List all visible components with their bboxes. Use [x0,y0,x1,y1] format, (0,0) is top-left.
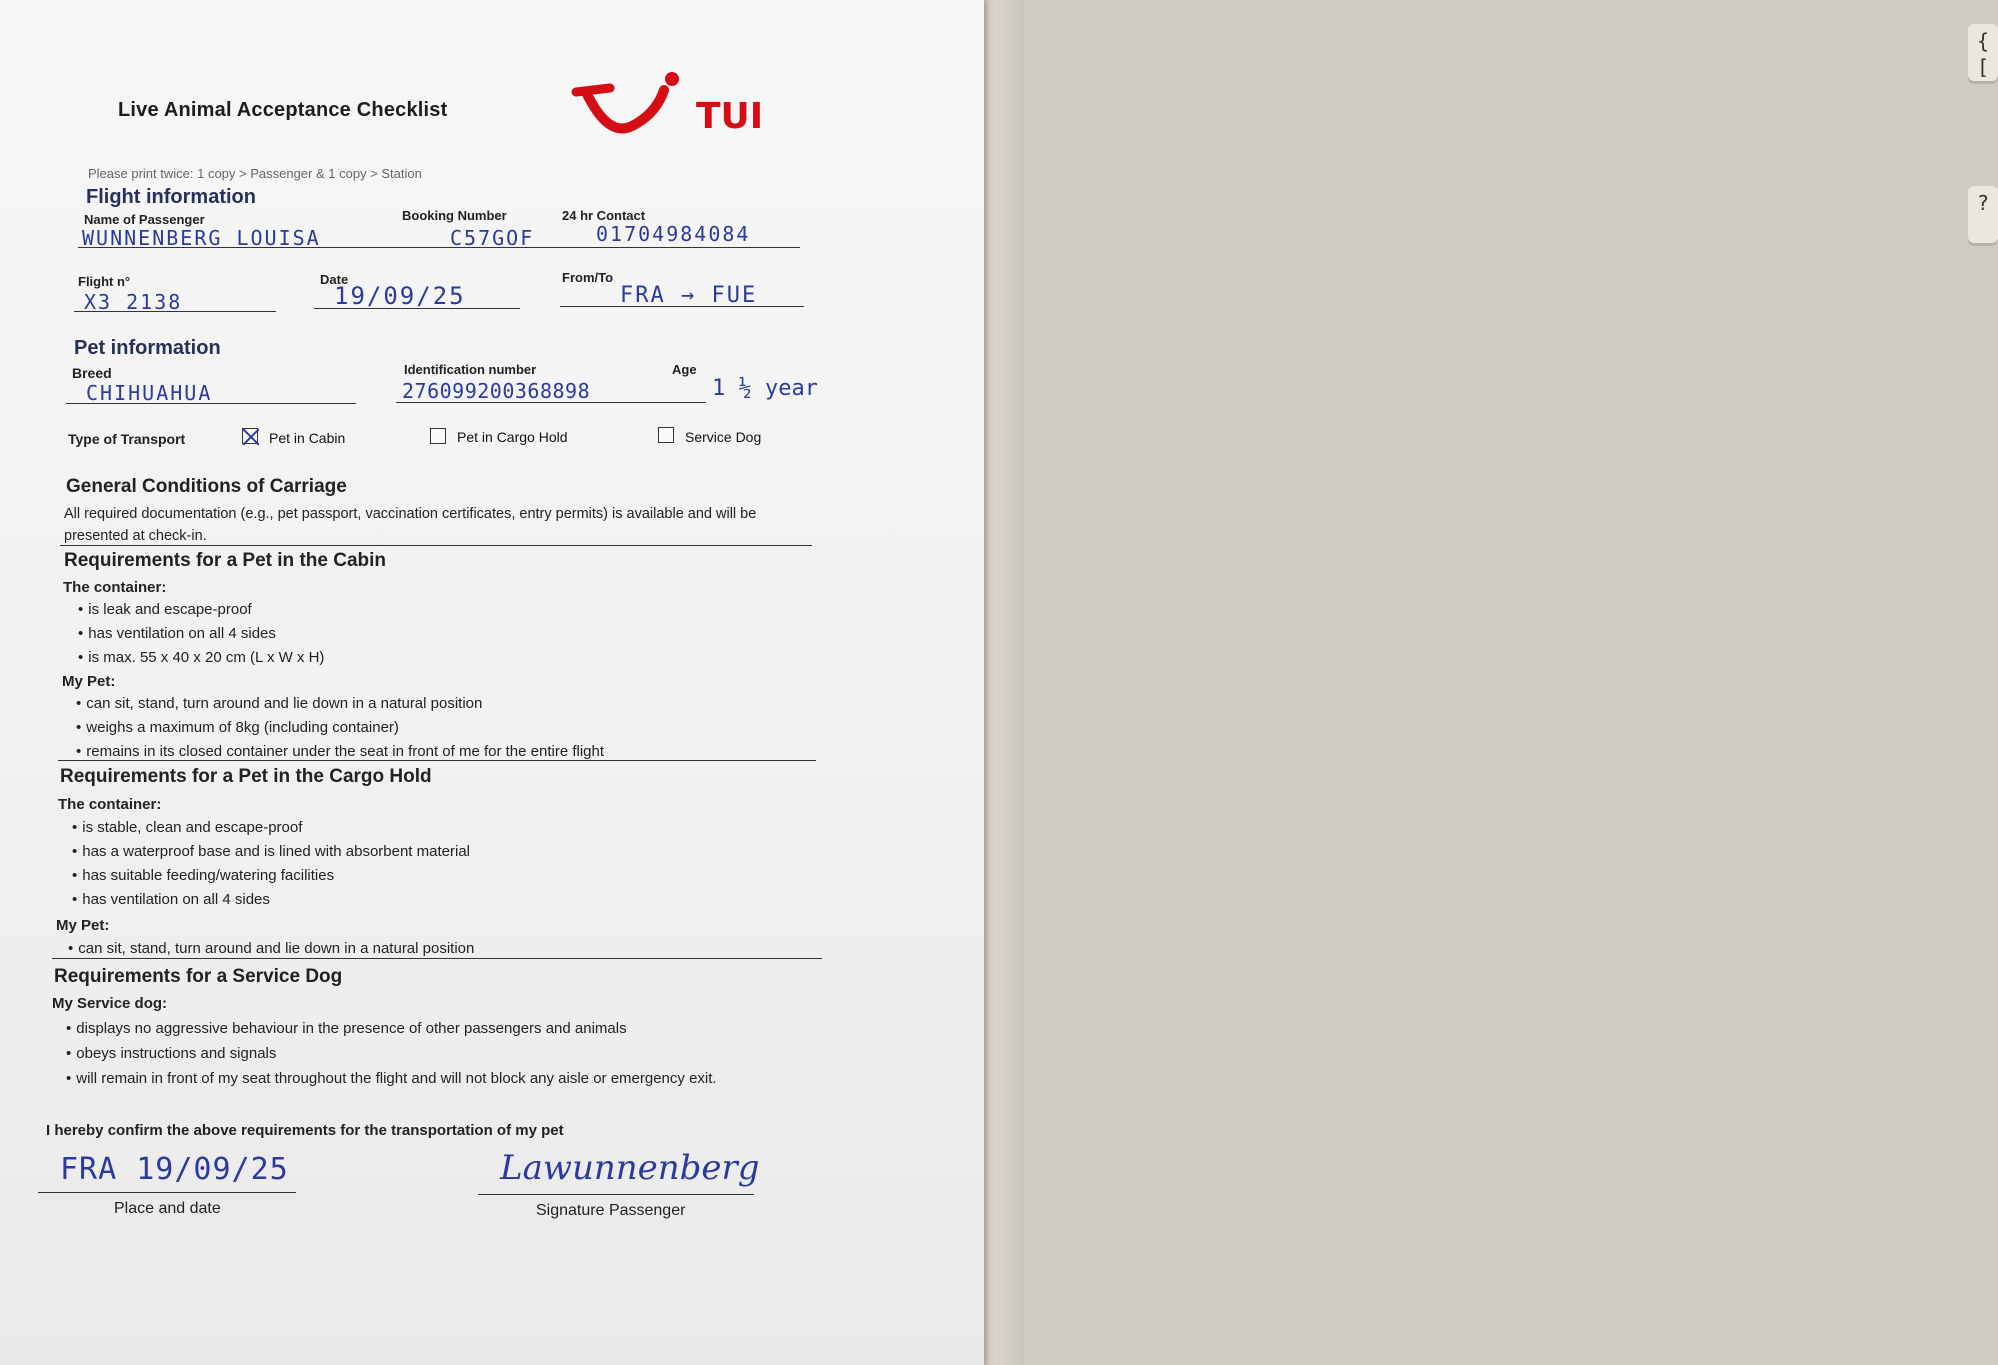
flight-number-line [74,311,276,312]
route-line [560,306,804,307]
list-item: • is stable, clean and escape-proof [72,816,470,840]
list-item: • can sit, stand, turn around and lie down in a natural position [68,937,474,961]
service-dog-label-heading: My Service dog: [52,995,168,1012]
contact-value[interactable]: 01704984084 [596,222,751,246]
date-label: Date [320,272,349,287]
service-dog-label: Service Dog [685,429,762,445]
passenger-value[interactable]: WUNNENBERG LOUISA [82,226,321,250]
general-conditions-line1: All required documentation (e.g., pet passport, vaccination certificates, entry permits) is available and will be [64,506,757,522]
pet-in-cargo-checkbox[interactable] [430,428,446,444]
route-value[interactable]: FRA → FUE [620,283,758,308]
list-item: • has ventilation on all 4 sides [78,622,324,646]
breed-value[interactable]: CHIHUAHUA [86,381,213,405]
cargo-container-label: The container: [58,796,162,813]
place-date-label: Place and date [114,1200,221,1217]
form-title: Live Animal Acceptance Checklist [118,99,448,121]
breed-line [66,403,356,404]
pet-in-cabin-checkbox[interactable] [242,428,258,444]
id-number-line [396,402,706,403]
cabin-requirements-heading: Requirements for a Pet in the Cabin [64,550,386,571]
id-number-value[interactable]: 276099200368898 [402,379,591,403]
cabin-container-label: The container: [63,579,167,596]
cabin-container-list [78,598,324,670]
service-dog-requirements-heading: Requirements for a Service Dog [54,966,343,987]
confirmation-statement: I hereby confirm the above requirements for the transportation of my pet [46,1122,564,1139]
brand-name: TUI [696,96,764,137]
cargo-pet-label: My Pet: [56,917,110,934]
cabin-pet-list [76,692,604,764]
flight-number-label: Flight n° [78,274,131,289]
flight-number-value[interactable]: X3 2138 [84,290,183,314]
cabin-pet-label: My Pet: [62,673,116,690]
general-divider [60,545,812,546]
list-item: • weighs a maximum of 8kg (including container) [76,716,604,740]
signature-label: Signature Passenger [536,1202,686,1219]
cargo-divider [52,958,822,959]
pet-in-cargo-label: Pet in Cargo Hold [457,429,568,445]
breed-label: Breed [72,365,112,381]
passenger-row-line [78,247,800,248]
list-item: • can sit, stand, turn around and lie down in a natural position [76,692,604,716]
age-label: Age [672,362,697,377]
signature-line [478,1194,754,1195]
list-item: • is max. 55 x 40 x 20 cm (L x W x H) [78,646,324,670]
general-conditions-line2: presented at check-in. [64,528,207,544]
id-number-label: Identification number [404,362,537,377]
cabin-divider [58,760,816,761]
place-date-value[interactable]: FRA 19/09/25 [60,1152,289,1187]
passenger-signature[interactable]: Lawunnenberg [500,1148,760,1188]
list-item: • obeys instructions and signals [66,1041,717,1066]
list-item: • is leak and escape-proof [78,598,324,622]
keyboard-key: ? [1968,186,1998,246]
pet-in-cabin-label: Pet in Cabin [269,430,346,446]
print-note: Please print twice: 1 copy > Passenger & 1 copy > Station [88,166,422,181]
booking-label: Booking Number [402,208,507,223]
passenger-label: Name of Passenger [84,212,205,227]
keyboard-key: { [ [1968,24,1998,84]
list-item: • has a waterproof base and is lined with absorbent material [72,840,470,864]
date-line [314,308,520,309]
place-date-line [38,1192,296,1193]
transport-type-label: Type of Transport [68,431,186,447]
date-value[interactable]: 19/09/25 [334,282,466,310]
general-conditions-heading: General Conditions of Carriage [66,476,347,497]
route-label: From/To [562,270,614,285]
booking-value[interactable]: C57GOF [450,226,535,250]
list-item: • will remain in front of my seat throughout the flight and will not block any aisle or emergency exit. [66,1066,717,1091]
service-dog-list [66,1016,717,1091]
cargo-requirements-heading: Requirements for a Pet in the Cargo Hold [60,766,432,787]
list-item: • remains in its closed container under the seat in front of me for the entire flight [76,740,604,764]
cargo-container-list [72,816,470,912]
checklist-form [0,0,984,1365]
age-value[interactable]: 1 ½ year [712,376,818,401]
flight-info-heading: Flight information [86,186,256,208]
contact-label: 24 hr Contact [562,208,646,223]
list-item: • displays no aggressive behaviour in the presence of other passengers and animals [66,1016,717,1041]
service-dog-checkbox[interactable] [658,427,674,443]
pet-info-heading: Pet information [74,337,221,359]
list-item: • has ventilation on all 4 sides [72,888,470,912]
list-item: • has suitable feeding/watering facilities [72,864,470,888]
